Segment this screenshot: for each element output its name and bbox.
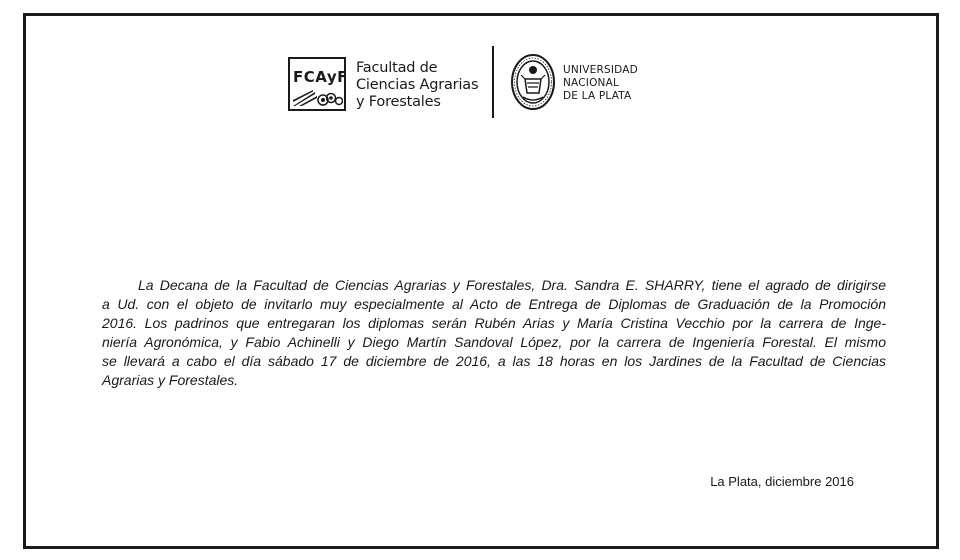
header-divider (492, 46, 494, 118)
body-line: La Decana de la Facultad de Ciencias Agrarias y Forestales, Dra. Sandra E. SHARRY, tiene el agrado de dirigirse (138, 277, 886, 293)
faculty-name (356, 60, 478, 111)
body-line: Agrarias y Forestales. (102, 372, 239, 388)
university-seal-icon (510, 53, 556, 111)
university-name (563, 64, 638, 103)
university-name-line: DE LA PLATA (563, 90, 632, 102)
faculty-name-line: y Forestales (356, 94, 441, 110)
faculty-name-line: Ciencias Agrarias (356, 77, 479, 93)
invitation-body (102, 276, 886, 390)
invitation-card (23, 13, 939, 549)
university-name-line: NACIONAL (563, 77, 620, 89)
place-date: La Plata, diciembre 2016 (710, 474, 854, 489)
university-name-line: UNIVERSIDAD (563, 64, 638, 76)
body-line: se llevará a cabo el día sábado 17 de diciembre de 2016, a las 18 horas en los Jardines de la Facultad de Ciencias (102, 353, 886, 369)
body-line: a Ud. con el objeto de invitarlo muy especialmente al Acto de Entrega de Diplomas de Graduación de la Promoción (102, 296, 886, 312)
body-line: 2016. Los padrinos que entregaran los diplomas serán Rubén Arias y María Cristina Vecchio por la carrera de Inge- (102, 315, 886, 331)
letterhead (286, 44, 686, 122)
fcayf-logo-letters: FCAyF (293, 68, 348, 86)
fcayf-logo (288, 57, 346, 111)
faculty-name-line: Facultad de (356, 60, 438, 76)
field-and-trees-icon (293, 88, 343, 108)
body-line: niería Agronómica, y Fabio Achinelli y Diego Martín Sandoval López, por la carrera de Ingeniería Forestal. El mismo (102, 334, 886, 350)
